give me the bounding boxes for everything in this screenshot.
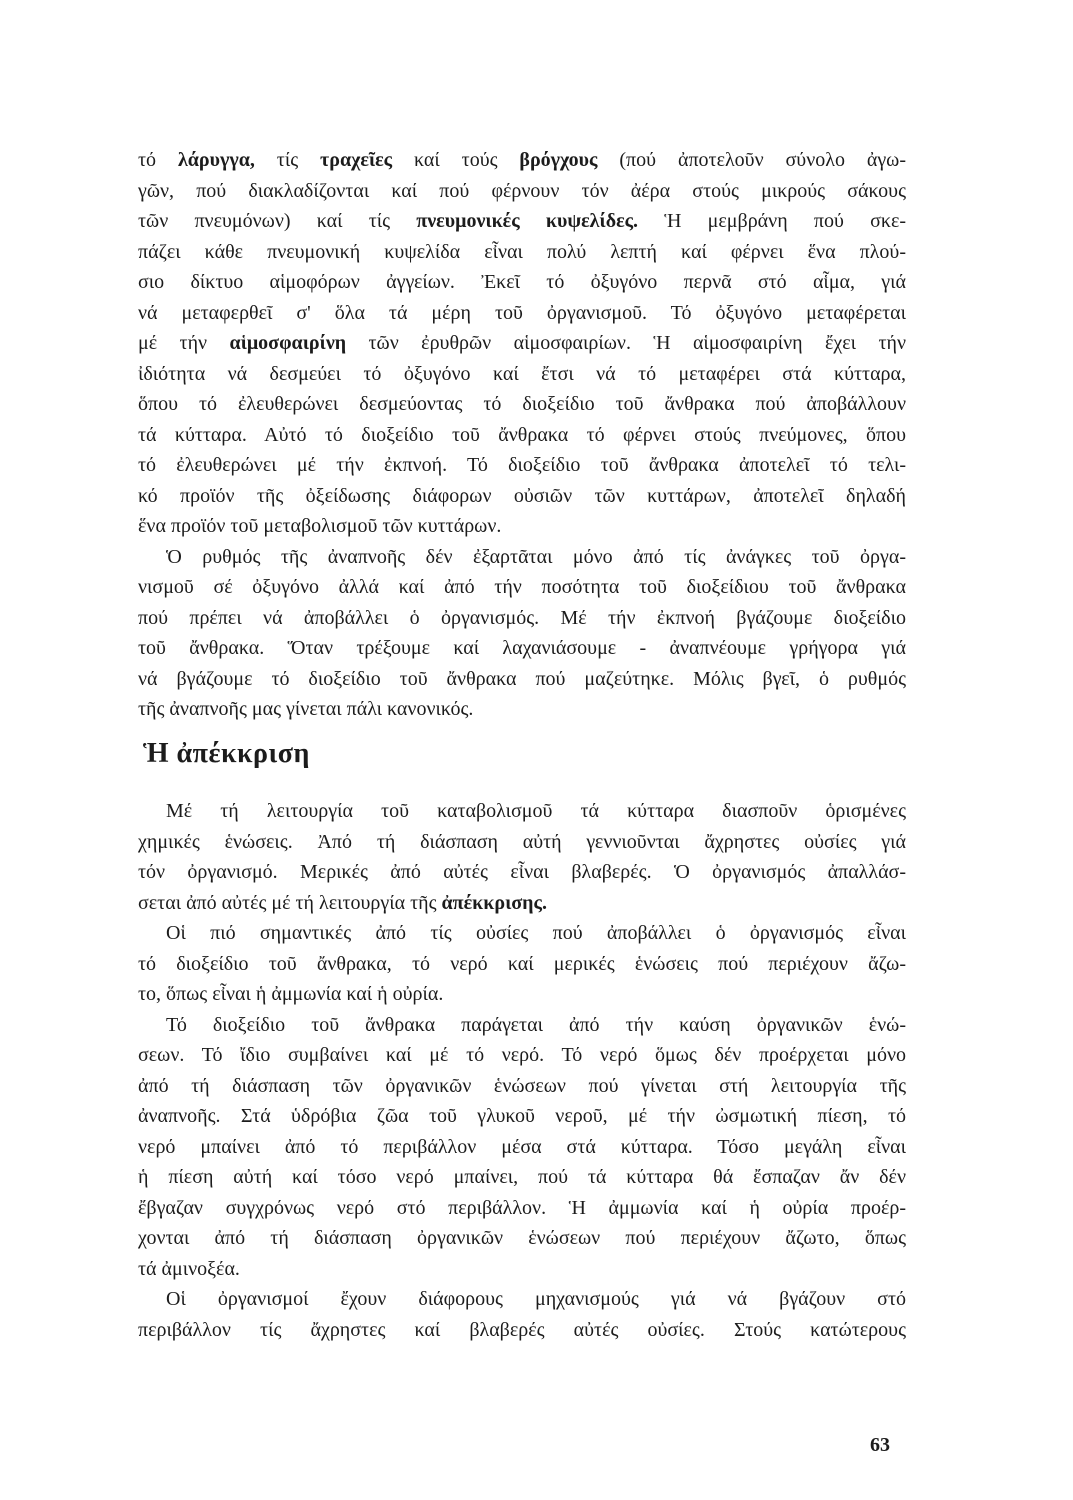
text-line: σεων. Τό ἴδιο συμβαίνει καί μέ τό νερό. Τό νερό ὅμως δέν προέρχεται μόνο	[138, 1044, 906, 1066]
bold-term: ἀπέκκρισης.	[441, 891, 547, 914]
text-line: ὅπου τό ἐλευθερώνει δεσμεύοντας τό διοξείδιο τοῦ ἄνθρακα πού ἀποβάλλουν	[138, 393, 906, 415]
text-line: τά κύτταρα. Αὐτό τό διοξείδιο τοῦ ἄνθρακα τό φέρνει στούς πνεύμονες, ὅπου	[138, 423, 906, 446]
bold-term: λάρυγγα,	[177, 149, 255, 171]
text-line: τά ἀμινοξέα.	[138, 1257, 240, 1280]
text-line: χημικές ἑνώσεις. Ἀπό τή διάσπαση αὐτή γεννιοῦνται ἄχρηστες οὐσίες γιά	[138, 830, 906, 853]
text-line: γῶν, πού διακλαδίζονται καί πού φέρνουν τόν ἀέρα στούς μικρούς σάκους	[138, 179, 906, 202]
text-line: τῆς ἀναπνοῆς μας γίνεται πάλι κανονικός.	[138, 698, 474, 720]
text-line: νισμοῦ σέ ὀξυγόνο ἀλλά καί ἀπό τήν ποσότητα τοῦ διοξείδιου τοῦ ἄνθρακα	[138, 576, 906, 598]
bold-term: τραχεῖες	[320, 149, 393, 171]
text-line: το, ὅπως εἶναι ἡ ἀμμωνία καί ἡ οὐρία.	[138, 983, 444, 1005]
text-line: νερό μπαίνει ἀπό τό περιβάλλον μέσα στά κύτταρα. Τόσο μεγάλη εἶναι	[138, 1135, 906, 1158]
text-line: Ὁ ρυθμός τῆς ἀναπνοῆς δέν ἐξαρτᾶται μόνο ἀπό τίς ἀνάγκες τοῦ ὀργα-	[166, 545, 906, 568]
text-block-top	[138, 145, 906, 725]
paragraph	[138, 796, 906, 918]
text-line: τοῦ ἄνθρακα. Ὅταν τρέξουμε καί λαχανιάσουμε - ἀναπνέουμε γρήγορα γιά	[138, 637, 906, 659]
paragraph	[138, 918, 906, 1010]
text-line: κό προϊόν τῆς ὀξείδωσης διάφορων οὐσιῶν τῶν κυττάρων, ἀποτελεῖ δηλαδή	[138, 484, 906, 507]
text-line: νά βγάζουμε τό διοξείδιο τοῦ ἄνθρακα πού μαζεύτηκε. Μόλις βγεῖ, ὁ ρυθμός	[138, 667, 906, 690]
text-line: χονται ἀπό τή διάσπαση ὀργανικῶν ἑνώσεων πού περιέχουν ἄζωτο, ὅπως	[138, 1227, 906, 1249]
paragraph	[138, 1284, 906, 1345]
text-line: τόν ὀργανισμό. Μερικές ἀπό αὐτές εἶναι βλαβερές. Ὁ ὀργανισμός ἀπαλλάσ-	[138, 861, 906, 883]
text-line: ἰδιότητα νά δεσμεύει τό ὀξυγόνο καί ἔτσι νά τό μεταφέρει στά κύτταρα,	[138, 362, 906, 385]
text-line: Οἱ πιό σημαντικές ἀπό τίς οὐσίες πού ἀποβάλλει ὁ ὀργανισμός εἶναι	[166, 922, 906, 944]
text-line: ἀναπνοῆς. Στά ὑδρόβια ζῶα τοῦ γλυκοῦ νεροῦ, μέ τήν ὠσμωτική πίεση, τό	[138, 1105, 906, 1127]
text-line: νά μεταφερθεῖ σ' ὅλα τά μέρη τοῦ ὀργανισμοῦ. Τό ὀξυγόνο μεταφέρεται	[138, 301, 906, 324]
text-line: τό διοξείδιο τοῦ ἄνθρακα, τό νερό καί μερικές ἑνώσεις πού περιέχουν ἄζω-	[138, 952, 906, 975]
text-line: ἀπό τή διάσπαση τῶν ὀργανικῶν ἑνώσεων πού γίνεται στή λειτουργία τῆς	[138, 1074, 906, 1097]
paragraph	[138, 145, 906, 542]
text-line: ἔβγαζαν συγχρόνως νερό στό περιβάλλον. Ἡ ἀμμωνία καί ἡ οὐρία προέρ-	[138, 1196, 906, 1219]
text-line: Μέ τή λειτουργία τοῦ καταβολισμοῦ τά κύτταρα διασποῦν ὁρισμένες	[166, 800, 906, 822]
text-line: τῶν πνευμόνων) καί τίς πνευμονικές κυψελίδες. Ἡ μεμβράνη πού σκε-	[138, 210, 907, 232]
text-line: σιο δίκτυο αἱμοφόρων ἀγγείων. Ἐκεῖ τό ὀξυγόνο περνᾶ στό αἷμα, γιά	[138, 271, 906, 293]
section-heading: Ἡ ἀπέκκριση	[143, 738, 310, 769]
text-line: πού πρέπει νά ἀποβάλλει ὁ ὀργανισμός. Μέ τήν ἐκπνοή βγάζουμε διοξείδιο	[138, 606, 906, 629]
text-line: μέ τήν αἱμοσφαιρίνη τῶν ἐρυθρῶν αἱμοσφαιρίων. Ἡ αἱμοσφαιρίνη ἔχει τήν	[138, 332, 906, 354]
text-line: Οἱ ὀργανισμοί ἔχουν διάφορους μηχανισμούς γιά νά βγάζουν στό	[166, 1288, 906, 1310]
text-line: περιβάλλον τίς ἄχρηστες καί βλαβερές αὐτές οὐσίες. Στούς κατώτερους	[138, 1318, 906, 1341]
text-line: ἕνα προϊόν τοῦ μεταβολισμοῦ τῶν κυττάρων.	[138, 515, 502, 537]
paragraph	[138, 542, 906, 725]
text-line: πάζει κάθε πνευμονική κυψελίδα εἶναι πολύ λεπτή καί φέρνει ἕνα πλού-	[138, 240, 906, 263]
text-block-bottom	[138, 796, 906, 1345]
page-number: 63	[870, 1434, 890, 1456]
paragraph	[138, 1010, 906, 1285]
text-line: σεται ἀπό αὐτές μέ τή λειτουργία τῆς ἀπέκκρισης.	[138, 891, 547, 914]
text-line: ἡ πίεση αὐτή καί τόσο νερό μπαίνει, πού τά κύτταρα θά ἔσπαζαν ἄν δέν	[138, 1166, 906, 1188]
bold-term: βρόγχους	[519, 149, 598, 171]
text-line: Τό διοξείδιο τοῦ ἄνθρακα παράγεται ἀπό τήν καύση ὀργανικῶν ἑνώ-	[166, 1013, 906, 1036]
text-line: τό λάρυγγα, τίς τραχεῖες καί τούς βρόγχους (πού ἀποτελοῦν σύνολο ἀγω-	[138, 149, 906, 171]
text-line: τό ἐλευθερώνει μέ τήν ἐκπνοή. Τό διοξείδιο τοῦ ἄνθρακα ἀποτελεῖ τό τελι-	[138, 454, 906, 476]
bold-term: αἱμοσφαιρίνη	[229, 332, 347, 354]
bold-term: πνευμονικές κυψελίδες.	[416, 210, 639, 232]
